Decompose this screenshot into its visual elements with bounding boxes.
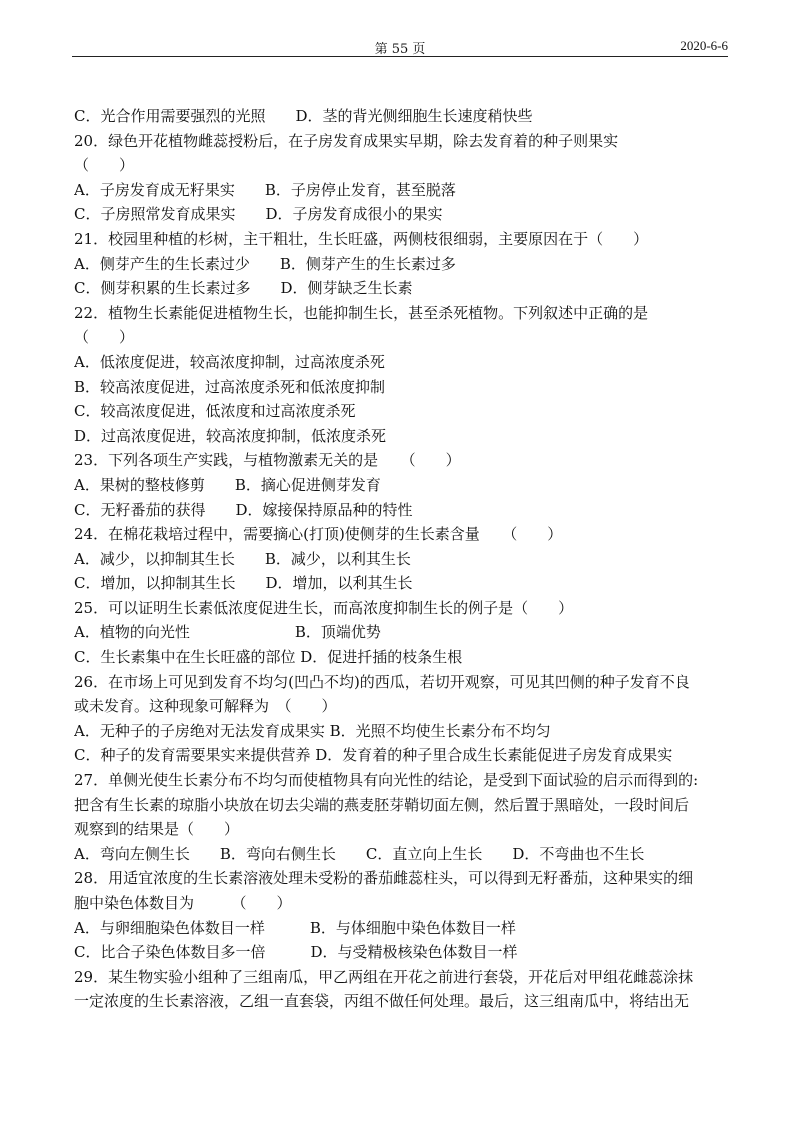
- text-line: 23．下列各项生产实践，与植物激素无关的是 （ ）: [74, 451, 461, 470]
- text-line: A．无种子的子房绝对无法发育成果实 B．光照不均使生长素分布不均匀: [74, 721, 551, 740]
- text-line: C．光合作用需要强烈的光照 D．茎的背光侧细胞生长速度稍快些: [74, 107, 533, 125]
- text-line: 24．在棉花栽培过程中，需要摘心(打顶)使侧芽的生长素含量 （ ）: [74, 525, 563, 544]
- text-line: 27．单侧光使生长素分布不均匀而使植物具有向光性的结论，是受到下面试验的启示而得到的:: [74, 771, 699, 790]
- text-line: A．弯向左侧生长 B．弯向右侧生长 C．直立向上生长 D．不弯曲也不生长: [74, 844, 645, 863]
- text-line: A．侧芽产生的生长素过少 B．侧芽产生的生长素过多: [74, 254, 456, 273]
- text-line: A．减少，以抑制其生长 B．减少，以利其生长: [74, 549, 411, 568]
- text-line: 26．在市场上可见到发育不均匀(凹凸不均)的西瓜，若切开观察，可见其凹侧的种子发育不良: [74, 672, 690, 691]
- page-header: [72, 20, 728, 58]
- text-line: C．较高浓度促进，低浓度和过高浓度杀死: [74, 402, 356, 421]
- text-line: C．增加，以抑制其生长 D．增加，以利其生长: [74, 574, 413, 593]
- text-line: 一定浓度的生长素溶液，乙组一直套袋，丙组不做任何处理。最后，这三组南瓜中，将结出无: [74, 992, 690, 1011]
- text-line: A．果树的整枝修剪 B．摘心促进侧芽发育: [74, 475, 381, 494]
- text-line: A．子房发育成无籽果实 B．子房停止发育，甚至脱落: [74, 180, 456, 199]
- text-line: D．过高浓度促进，较高浓度抑制，低浓度杀死: [74, 426, 387, 445]
- question-body: [74, 104, 730, 1014]
- text-line: C．比合子染色体数目多一倍 D．与受精极核染色体数目一样: [74, 943, 518, 962]
- text-line: 或未发育。这种现象可解释为 （ ）: [74, 697, 337, 716]
- text-line: 22．植物生长素能促进植物生长，也能抑制生长，甚至杀死植物。下列叙述中正确的是: [74, 303, 649, 322]
- text-line: （ ）: [74, 156, 135, 175]
- text-line: 把含有生长素的琼脂小块放在切去尖端的燕麦胚芽鞘切面左侧，然后置于黑暗处，一段时间后: [74, 795, 690, 814]
- text-line: A．植物的向光性 B．顶端优势: [74, 623, 381, 642]
- page-number: 第 55 页: [374, 42, 426, 57]
- text-line: 29．某生物实验小组种了三组南瓜，甲乙两组在开花之前进行套袋，开花后对甲组花雌蕊涂抹: [74, 967, 694, 986]
- text-line: 观察到的结果是（ ）: [74, 820, 240, 839]
- header-rule: [72, 56, 728, 57]
- text-line: C．子房照常发育成果实 D．子房发育成很小的果实: [74, 205, 443, 224]
- text-line: C．生长素集中在生长旺盛的部位 D．促进扦插的枝条生根: [74, 648, 463, 667]
- text-line: 20．绿色开花植物雌蕊授粉后，在子房发育成果实早期，除去发育着的种子则果实: [74, 131, 619, 150]
- text-line: C．种子的发育需要果实来提供营养 D．发育着的种子里合成生长素能促进子房发育成果实: [74, 746, 673, 765]
- text-line: 28．用适宜浓度的生长素溶液处理未受粉的番茄雌蕊柱头，可以得到无籽番茄，这种果实的细: [74, 869, 694, 888]
- text-line: 21．校园里种植的杉树，主干粗壮，生长旺盛，两侧枝很细弱，主要原因在于（ ）: [74, 229, 649, 248]
- text-line: （ ）: [74, 328, 135, 347]
- text-line: 25．可以证明生长素低浓度促进生长，而高浓度抑制生长的例子是（ ）: [74, 598, 574, 617]
- text-line: C．无籽番茄的获得 D．嫁接保持原品种的特性: [74, 500, 413, 519]
- text-line: B．较高浓度促进，过高浓度杀死和低浓度抑制: [74, 377, 386, 396]
- text-line: C．侧芽积累的生长素过多 D．侧芽缺乏生长素: [74, 279, 413, 298]
- text-line: A．低浓度促进，较高浓度抑制，过高浓度杀死: [74, 352, 385, 371]
- text-line: A．与卵细胞染色体数目一样 B．与体细胞中染色体数目一样: [74, 918, 516, 937]
- header-date: 2020-6-6: [680, 38, 728, 53]
- text-line: 胞中染色体数目为 （ ）: [74, 894, 292, 912]
